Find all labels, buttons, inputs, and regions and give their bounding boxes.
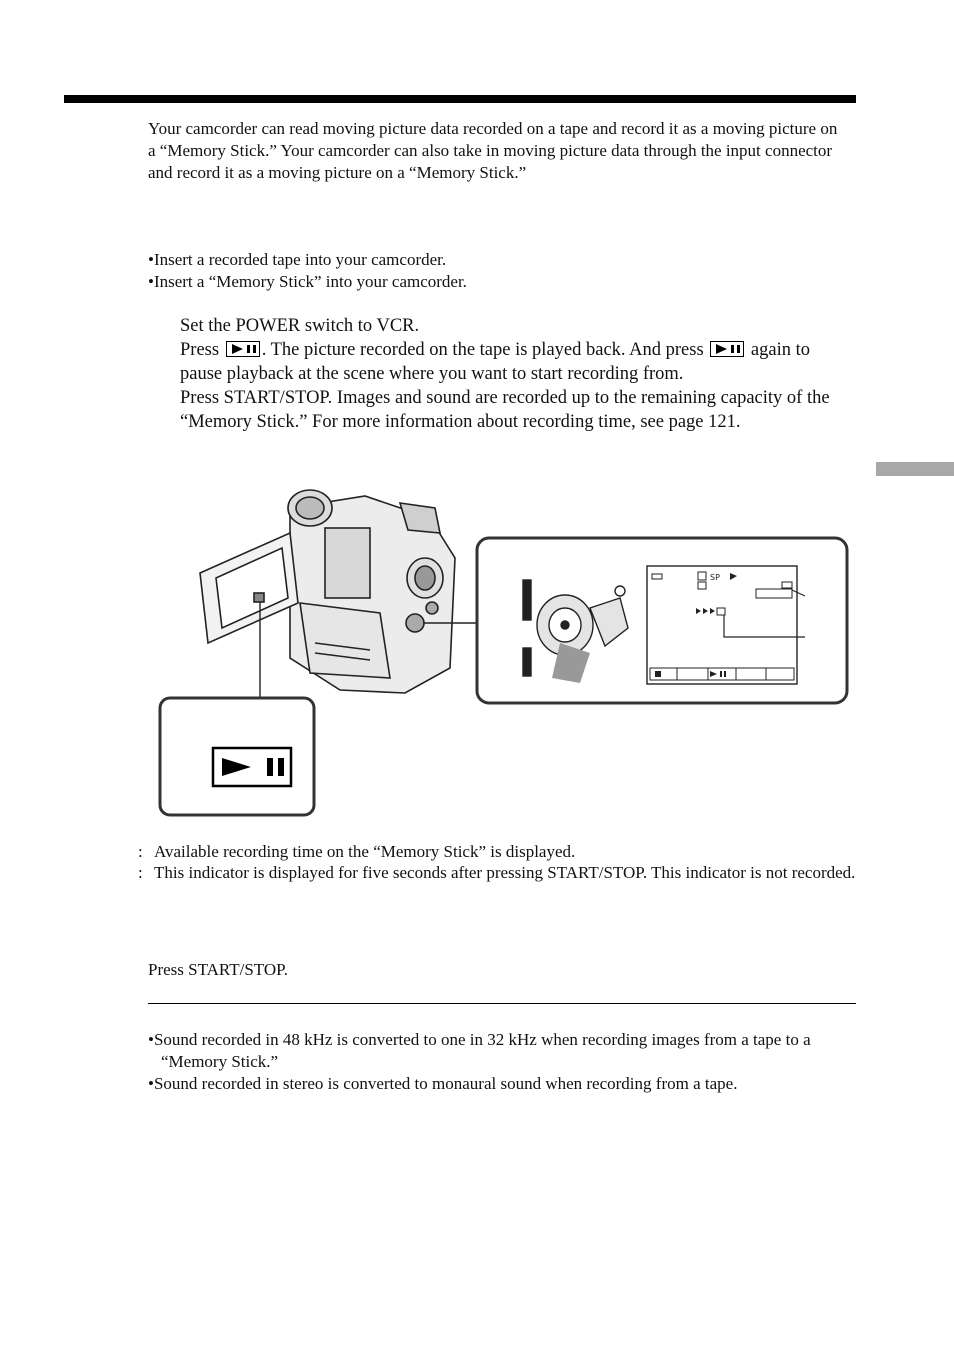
note-item: : This indicator is displayed for five seconds after pressing START/STOP. This indicator is not recorded. bbox=[138, 863, 856, 882]
notes-divider bbox=[148, 1003, 856, 1004]
figure-notes bbox=[138, 841, 858, 883]
header-rule bbox=[64, 95, 856, 103]
svg-text:SP: SP bbox=[710, 573, 720, 582]
procedure-steps bbox=[180, 314, 850, 434]
intro-paragraph: Your camcorder can read moving picture data recorded on a tape and record it as a moving picture on a “Memory Stick.” Your camcorder can also take in moving picture data through the input connector and record it as a moving picture on a “Memory Stick.” bbox=[148, 119, 838, 182]
note-item: : Available recording time on the “Memory Stick” is displayed. bbox=[138, 842, 576, 861]
play-pause-icon bbox=[226, 341, 260, 357]
preparation-item: •Insert a “Memory Stick” into your camcorder. bbox=[148, 272, 467, 291]
caution-list bbox=[148, 1029, 860, 1095]
step-3: Press START/STOP. Images and sound are recorded up to the remaining capacity of the “Memory Stick.” For more information about recording time, see page 121. bbox=[180, 388, 830, 432]
play-pause-icon bbox=[710, 341, 744, 357]
caution-item: •Sound recorded in stereo is converted to monaural sound when recording from a tape. bbox=[148, 1074, 738, 1093]
section-tab bbox=[876, 462, 954, 476]
play-pause-button-icon bbox=[213, 748, 291, 786]
step-2: Press . The picture recorded on the tape is played back. And press again to pause playback at the scene where you want to start recording from. bbox=[180, 340, 810, 384]
camcorder-figure bbox=[150, 478, 860, 823]
stop-recording-step: Press START/STOP. bbox=[148, 960, 288, 979]
lcd-screen-display bbox=[647, 566, 805, 684]
caution-item: •Sound recorded in 48 kHz is converted to one in 32 kHz when recording images from a tape to a “Memory Stick.” bbox=[148, 1030, 811, 1071]
step-1: Set the POWER switch to VCR. bbox=[180, 316, 420, 336]
lcd-panel bbox=[200, 533, 298, 643]
preparation-item: •Insert a recorded tape into your camcorder. bbox=[148, 250, 447, 269]
preparation-list bbox=[148, 249, 848, 293]
camcorder-illustration bbox=[288, 490, 455, 693]
